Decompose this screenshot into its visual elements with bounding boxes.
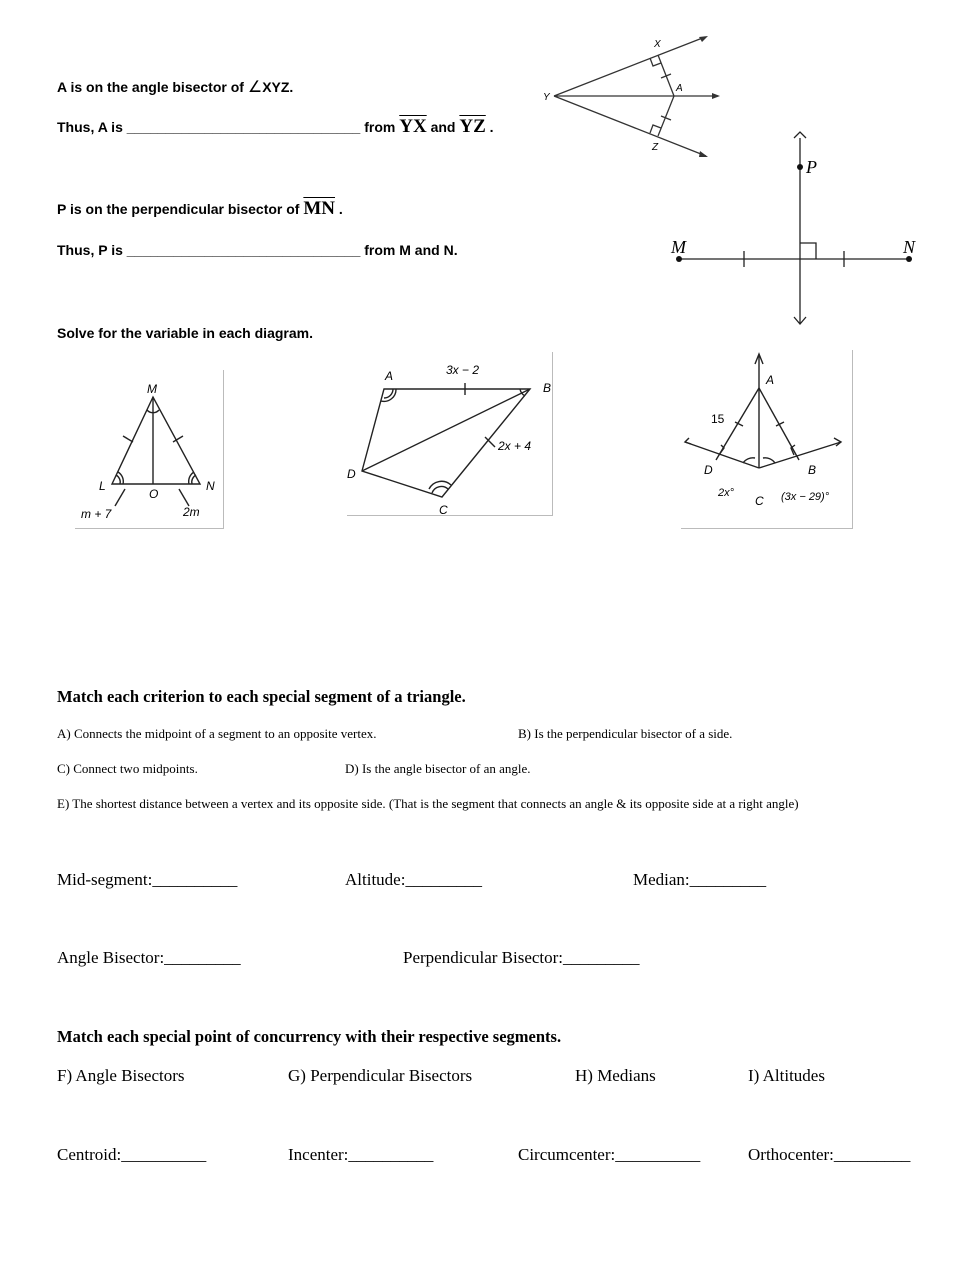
text: from <box>360 119 400 135</box>
diagram-angle-bisector-kite <box>681 350 856 530</box>
text: Thus, P is <box>57 242 127 258</box>
text: . <box>485 119 494 135</box>
label-b: B <box>543 381 552 395</box>
diagram-isosceles-triangle <box>75 370 225 530</box>
label-15: 15 <box>711 412 725 426</box>
answer-blank[interactable]: ______________________________ <box>126 242 361 258</box>
segment-yx: $\overline{YX}$ <box>399 116 427 137</box>
answer-mid-segment[interactable]: Mid-segment:__________ <box>57 870 238 889</box>
criterion-b: B) Is the perpendicular bisector of a side. <box>518 726 733 741</box>
answer-centroid[interactable]: Centroid:__________ <box>57 1145 207 1164</box>
label-n: N <box>206 479 215 493</box>
answer-altitude[interactable]: Altitude:_________ <box>345 870 482 889</box>
solve-heading: Solve for the variable in each diagram. <box>57 325 313 341</box>
label-b: B <box>808 463 817 477</box>
label-p: P <box>806 157 817 177</box>
label-a: A <box>676 83 683 94</box>
label-a: A <box>766 373 775 387</box>
angle-bisector-statement <box>57 77 293 97</box>
answer-incenter[interactable]: Incenter:__________ <box>288 1145 434 1164</box>
angle-bisector-conclusion <box>57 116 494 138</box>
text: and <box>426 119 460 135</box>
angle-right: (3x − 29)° <box>781 491 830 503</box>
label-l: L <box>99 479 106 493</box>
text: from M and N. <box>360 242 458 258</box>
criterion-c: C) Connect two midpoints. <box>57 761 198 776</box>
answer-perpendicular-bisector[interactable]: Perpendicular Bisector:_________ <box>403 948 640 967</box>
answer-circumcenter[interactable]: Circumcenter:__________ <box>518 1145 701 1164</box>
label-d: D <box>704 463 713 477</box>
text: Thus, A is <box>57 119 127 135</box>
segment-mn: $\overline{MN}$ <box>303 198 336 219</box>
answer-orthocenter[interactable]: Orthocenter:_________ <box>748 1145 911 1164</box>
expr-left: m + 7 <box>81 507 112 521</box>
option-g: G) Perpendicular Bisectors <box>288 1066 473 1085</box>
label-o: O <box>149 487 159 501</box>
expr-top: 3x − 2 <box>446 363 480 377</box>
answer-median[interactable]: Median:_________ <box>633 870 767 889</box>
segment-yz: $\overline{YZ}$ <box>459 116 486 137</box>
label-c: C <box>755 494 764 508</box>
label-z: Z <box>652 142 659 153</box>
answer-angle-bisector[interactable]: Angle Bisector:_________ <box>57 948 241 967</box>
label-a: A <box>385 369 394 383</box>
label-m: M <box>671 237 686 257</box>
label-x: X <box>654 39 661 50</box>
label-d: D <box>347 467 356 481</box>
option-f: F) Angle Bisectors <box>57 1066 185 1085</box>
answer-blank[interactable]: ______________________________ <box>126 119 361 135</box>
label-n: N <box>903 237 916 257</box>
match-segments-heading: Match each criterion to each special segment of a triangle. <box>57 687 466 706</box>
expr-right: 2m <box>183 505 200 519</box>
diagram-quadrilateral <box>347 352 557 517</box>
perpendicular-bisector-diagram <box>665 130 925 330</box>
text: P is on the perpendicular bisector of <box>57 201 304 217</box>
option-h: H) Medians <box>575 1066 656 1085</box>
criterion-e: E) The shortest distance between a vertex and its opposite side. (That is the segment that connects an angle & its opposite side at a right angle) <box>57 796 799 811</box>
criterion-d: D) Is the angle bisector of an angle. <box>345 761 531 776</box>
perpendicular-bisector-conclusion <box>57 242 458 258</box>
option-i: I) Altitudes <box>748 1066 825 1085</box>
label-c: C <box>439 503 448 517</box>
angle-symbol: ∠ <box>247 79 263 96</box>
angle-left: 2x° <box>718 487 735 499</box>
perpendicular-bisector-statement <box>57 198 343 220</box>
label-m: M <box>147 382 157 396</box>
text: XYZ. <box>262 79 294 95</box>
expr-side: 2x + 4 <box>498 439 532 453</box>
text: . <box>335 201 343 217</box>
text: A is on the angle bisector of <box>57 79 248 95</box>
match-points-heading: Match each special point of concurrency with their respective segments. <box>57 1027 562 1046</box>
criterion-a: A) Connects the midpoint of a segment to an opposite vertex. <box>57 726 377 741</box>
label-y: Y <box>543 92 550 103</box>
